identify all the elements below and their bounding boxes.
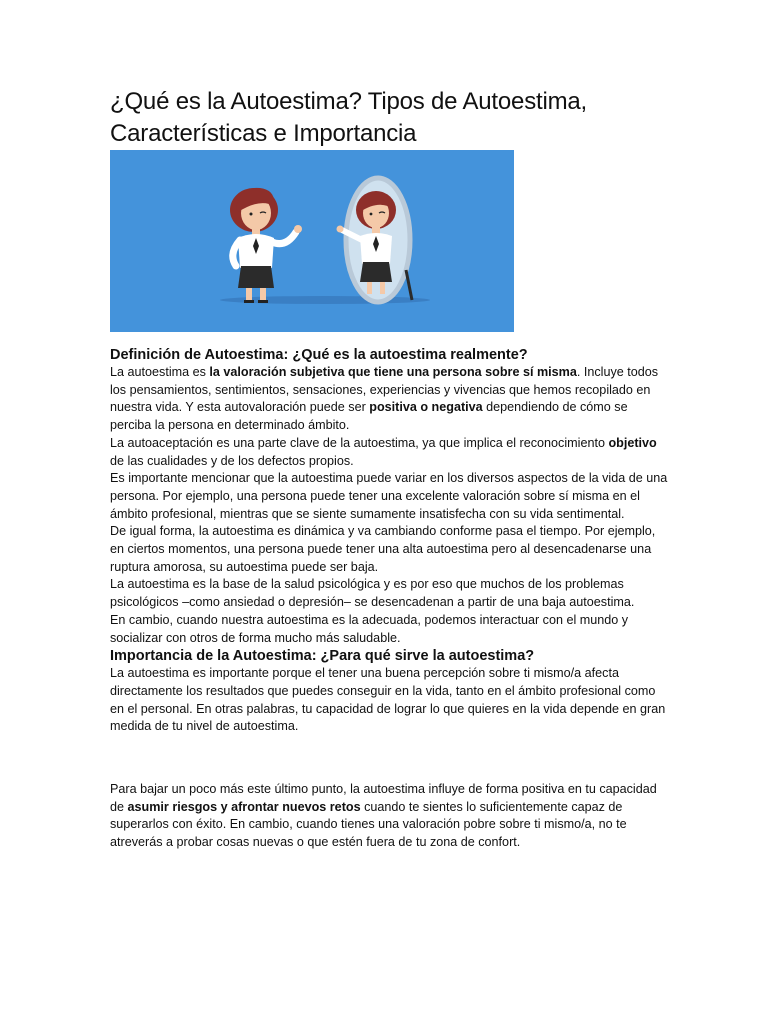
paragraph: De igual forma, la autoestima es dinámica y va cambiando conforme pasa el tiempo. Por ejemplo, en ciertos momentos, una persona puede tener una alta autoestima pero al desencadenarse una ruptura amorosa, su autoestima puede ser baja. bbox=[110, 524, 656, 574]
document-page bbox=[110, 86, 670, 852]
mirror-illustration-icon bbox=[110, 150, 514, 332]
paragraph: Es importante mencionar que la autoestima puede variar en los diversos aspectos de la vida de una persona. Por ejemplo, una persona puede tener una excelente valoración sobre sí misma en el ámbito profesional, mientras que se siente sumamente insatisfecha con su vida sentimental. bbox=[110, 471, 668, 521]
paragraph: La autoaceptación es una parte clave de la autoestima, ya que implica el reconocimiento objetivo de las cualidades y de los defectos propios. bbox=[110, 435, 657, 468]
paragraph: La autoestima es importante porque el tener una buena percepción sobre ti mismo/a afecta directamente los resultados que puedes conseguir en la vida, tanto en el ámbito profesional como en el personal. En otras palabras, tu capacidad de lograr lo que quieres en la vida depende en gran medida de tu nivel de autoestima. bbox=[110, 666, 666, 734]
document-title: ¿Qué es la Autoestima? Tipos de Autoestima, Características e Importancia bbox=[110, 88, 588, 147]
woman-looking-in-mirror-illustration bbox=[110, 150, 514, 332]
paragraph: La autoestima es la base de la salud psicológica y es por eso que muchos de los problemas psicológicos –como ansiedad o depresión– se desencadenan a partir de una baja autoestima. bbox=[110, 577, 635, 610]
paragraph: La autoestima es la valoración subjetiva que tiene una persona sobre sí misma. Incluye todos los pensamientos, sentimientos, sensaciones, experiencias y vivencias que hemos recopilado en nuestra vida. Y esta autovaloración puede ser positiva o negativa dependiendo de cómo se perciba la persona en determinado ámbito. bbox=[110, 365, 659, 433]
paragraph: En cambio, cuando nuestra autoestima es la adecuada, podemos interactuar con el mundo y socializar con otros de forma mucho más saludable. bbox=[110, 612, 629, 645]
section-body-importancia bbox=[110, 665, 670, 852]
section-heading-definicion: Definición de Autoestima: ¿Qué es la autoestima realmente? bbox=[110, 347, 528, 363]
section-heading-importancia: Importancia de la Autoestima: ¿Para qué sirve la autoestima? bbox=[110, 648, 535, 665]
paragraph: Para bajar un poco más este último punto, la autoestima influye de forma positiva en tu capacidad de asumir riesgos y afrontar nuevos retos cuando te sientes lo suficientemente capaz de superarlos con éxito. En cambio, cuando tienes una valoración pobre sobre ti mismo/a, no te atreverás a probar cosas nuevas o que estén fuera de tu zona de confort. bbox=[110, 782, 657, 850]
section-body-definicion bbox=[110, 364, 670, 647]
